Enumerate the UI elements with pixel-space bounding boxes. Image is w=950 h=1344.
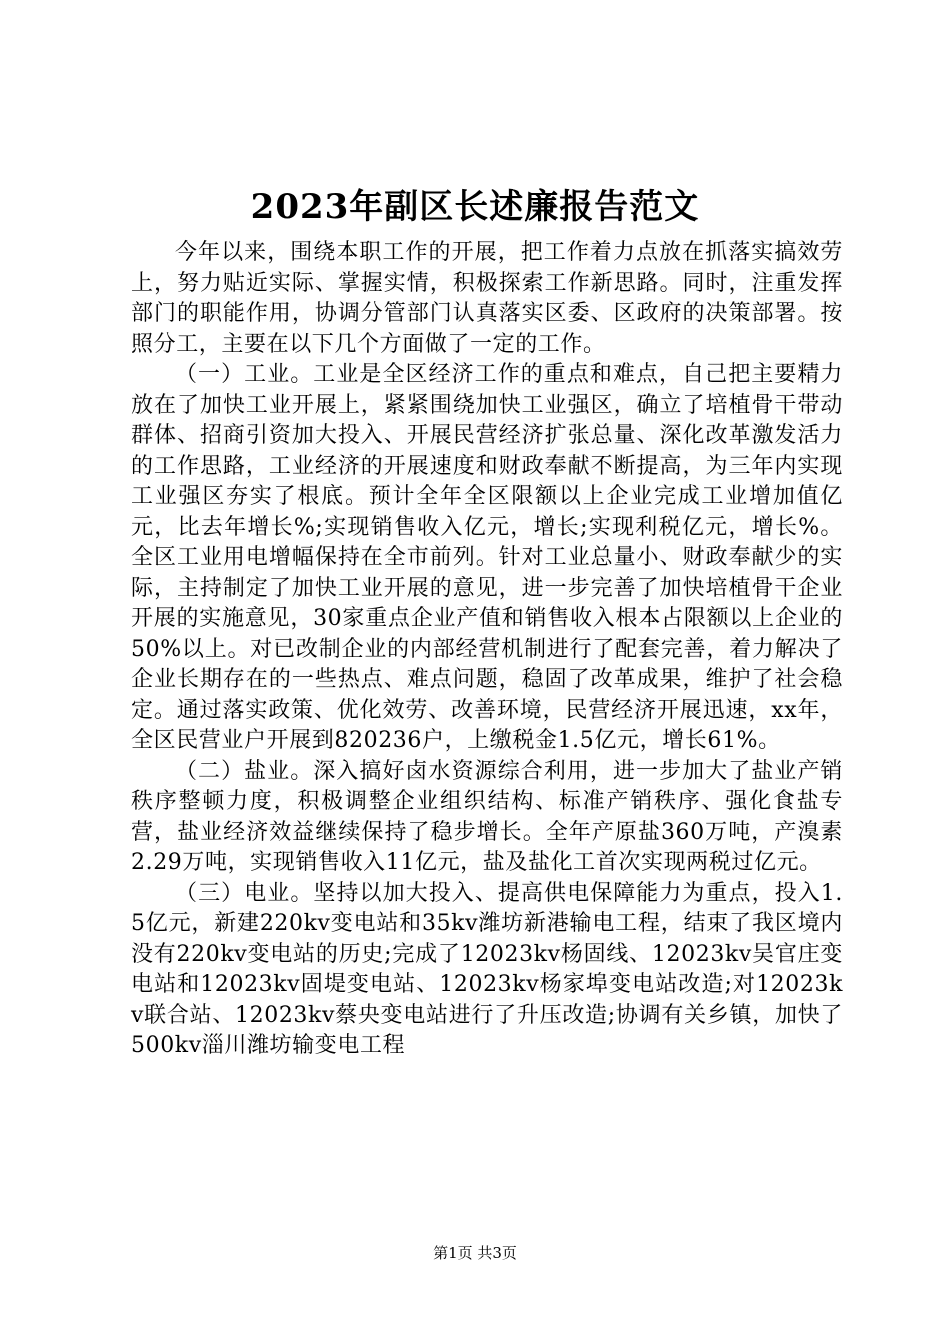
paragraph-industry: （一）工业。工业是全区经济工作的重点和难点，自己把主要精力放在了加快工业开展上，紧紧围绕加快工业强区，确立了培植骨干带动群体、招商引资加大投入、开展民营经济扩张总量、深化改革激发活力的工作思路，工业经济的开展速度和财政奉献不断提高，为三年内实现工业强区夯实了根底。预计全年全区限额以上企业完成工业增加值亿元，比去年增长%;实现销售收入亿元，增长;实现利税亿元，增长%。全区工业用电增幅保持在全市前列。针对工业总量小、财政奉献少的实际，主持制定了加快工业开展的意见，进一步完善了加快培植骨干企业开展的实施意见，30家重点企业产值和销售收入根本占限额以上企业的50%以上。对已改制企业的内部经营机制进行了配套完善，着力解决了企业长期存在的一些热点、难点问题，稳固了改革成果，维护了社会稳定。通过落实政策、优化效劳、改善环境，民营经济开展迅速，xx年，全区民营业户开展到820236户，上缴税金1.5亿元，增长61%。 [131, 362, 843, 753]
paragraph-intro: 今年以来，围绕本职工作的开展，把工作着力点放在抓落实搞效劳上，努力贴近实际、掌握实情，积极探索工作新思路。同时，注重发挥部门的职能作用，协调分管部门认真落实区委、区政府的决策部署。按照分工，主要在以下几个方面做了一定的工作。 [131, 240, 843, 357]
page-number-footer: 第1页 共3页 [433, 1244, 517, 1262]
document-title: 2023年副区长述廉报告范文 [250, 187, 700, 227]
paragraph-power: （三）电业。坚持以加大投入、提高供电保障能力为重点，投入1.5亿元，新建220kv变电站和35kv潍坊新港输电工程，结束了我区境内没有220kv变电站的历史;完成了12023kv杨固线、12023kv吴官庄变电站和12023kv固堤变电站、12023kv杨家埠变电站改造;对12023kv联合站、12023kv蔡央变电站进行了升压改造;协调有关乡镇，加快了500kv淄川潍坊输变电工程 [131, 880, 843, 1058]
document-body [131, 238, 843, 1062]
paragraph-salt: （二）盐业。深入搞好卤水资源综合利用，进一步加大了盐业产销秩序整顿力度，积极调整企业组织结构、标准产销秩序、强化食盐专营，盐业经济效益继续保持了稳步增长。全年产原盐360万吨，产溴素2.29万吨，实现销售收入11亿元，盐及盐化工首次实现两税过亿元。 [131, 758, 843, 875]
